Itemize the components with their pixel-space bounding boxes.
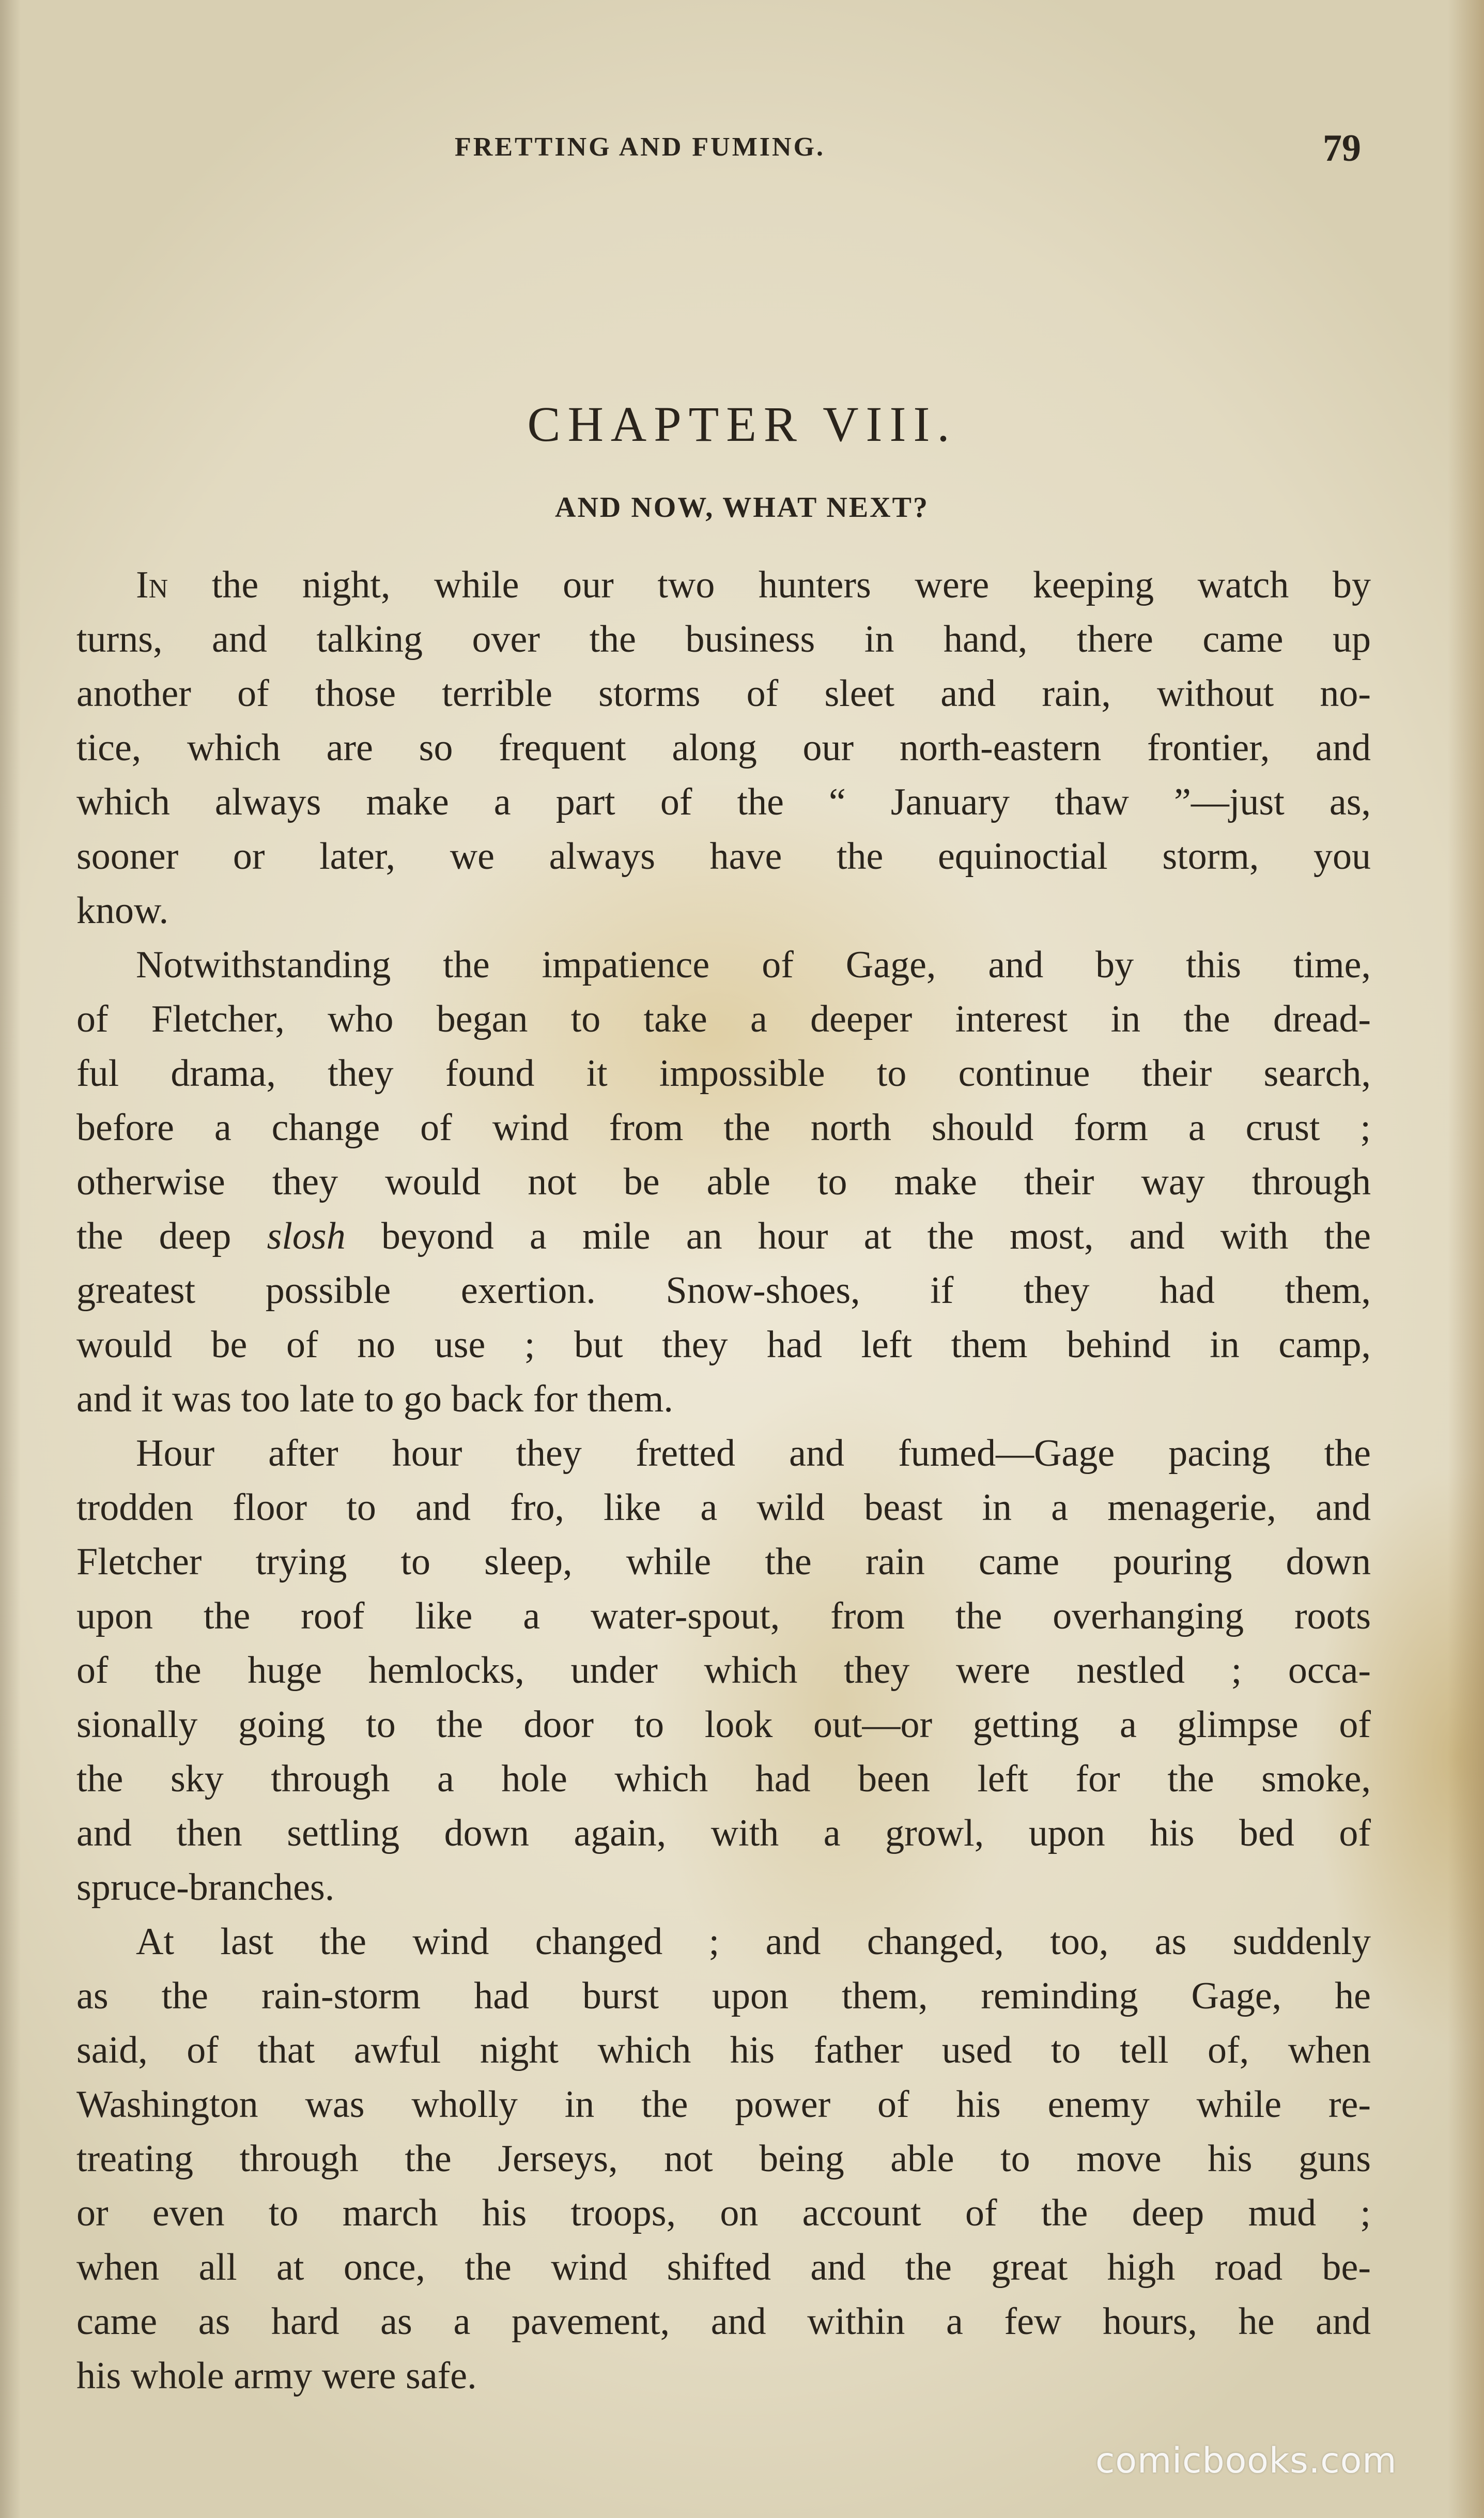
text-line: greatest possible exertion. Snow-shoes, if they had them, xyxy=(76,1269,1371,1312)
dropcap: In xyxy=(136,564,168,606)
paragraph-4 xyxy=(76,1915,1371,2403)
watermark: comicbooks.com xyxy=(1095,2440,1397,2481)
paragraph-1 xyxy=(76,558,1371,938)
text-line: Notwithstanding the impatience of Gage, and by this time, xyxy=(136,944,1371,986)
chapter-subtitle: AND NOW, WHAT NEXT? xyxy=(555,492,929,524)
text-line: or even to march his troops, on account of the deep mud ; xyxy=(76,2192,1371,2234)
page-number: 79 xyxy=(1323,127,1361,170)
text-line: of Fletcher, who began to take a deeper interest in the dread- xyxy=(76,998,1371,1040)
text-line: came as hard as a pavement, and within a few hours, he and xyxy=(76,2300,1371,2343)
text-line: spruce-branches. xyxy=(76,1866,335,1909)
text-line: treating through the Jerseys, not being able to move his guns xyxy=(76,2138,1371,2180)
text-line: At last the wind changed ; and changed, too, as suddenly xyxy=(136,1921,1371,1963)
text-line: sooner or later, we always have the equinoctial storm, you xyxy=(76,835,1371,878)
text-line: the sky through a hole which had been left for the smoke, xyxy=(76,1758,1371,1800)
body-text xyxy=(76,558,1371,2403)
text-line: when all at once, the wind shifted and the great high road be- xyxy=(76,2246,1371,2289)
text-line: as the rain-storm had burst upon them, reminding Gage, he xyxy=(76,1975,1371,2017)
running-head xyxy=(0,127,1484,168)
page-edge-right xyxy=(1448,0,1484,2518)
text-line: In the night, while our two hunters were keeping watch by xyxy=(136,564,1371,606)
text-line: Hour after hour they fretted and fumed—Gage pacing the xyxy=(136,1432,1371,1475)
text-line: trodden floor to and fro, like a wild beast in a menagerie, and xyxy=(76,1486,1371,1529)
text-line: turns, and talking over the business in hand, there came up xyxy=(76,618,1371,661)
text-line: know. xyxy=(76,889,169,932)
text-line: which always make a part of the “ January thaw ”—just as, xyxy=(76,781,1371,823)
text-line: tice, which are so frequent along our north-eastern frontier, and xyxy=(76,727,1371,769)
text-line: ful drama, they found it impossible to continue their search, xyxy=(76,1052,1371,1095)
text-line: otherwise they would not be able to make their way through xyxy=(76,1161,1371,1203)
text-line: the deep slosh beyond a mile an hour at the most, and with the xyxy=(76,1215,1371,1257)
text-line: another of those terrible storms of sleet and rain, without no- xyxy=(76,672,1371,715)
text-line: before a change of wind from the north should form a crust ; xyxy=(76,1107,1371,1149)
text-line: Washington was wholly in the power of his enemy while re- xyxy=(76,2083,1371,2126)
text-line: upon the roof like a water-spout, from the overhanging roots xyxy=(76,1595,1371,1637)
text-line: of the huge hemlocks, under which they were nestled ; occa- xyxy=(76,1649,1371,1692)
paragraph-2 xyxy=(76,938,1371,1426)
italic-word: slosh xyxy=(267,1215,346,1257)
text-line: would be of no use ; but they had left them behind in camp, xyxy=(76,1324,1371,1366)
running-title: FRETTING AND FUMING. xyxy=(455,132,826,162)
chapter-heading: CHAPTER VIII. xyxy=(527,396,957,452)
text-line: and it was too late to go back for them. xyxy=(76,1378,673,1420)
text-line: sionally going to the door to look out—or getting a glimpse of xyxy=(76,1703,1371,1746)
page-edge-left xyxy=(0,0,21,2518)
text-line: Fletcher trying to sleep, while the rain came pouring down xyxy=(76,1541,1371,1583)
text-line: said, of that awful night which his father used to tell of, when xyxy=(76,2029,1371,2071)
paragraph-3 xyxy=(76,1426,1371,1915)
text-line: and then settling down again, with a growl, upon his bed of xyxy=(76,1812,1371,1854)
text-line: his whole army were safe. xyxy=(76,2355,477,2397)
